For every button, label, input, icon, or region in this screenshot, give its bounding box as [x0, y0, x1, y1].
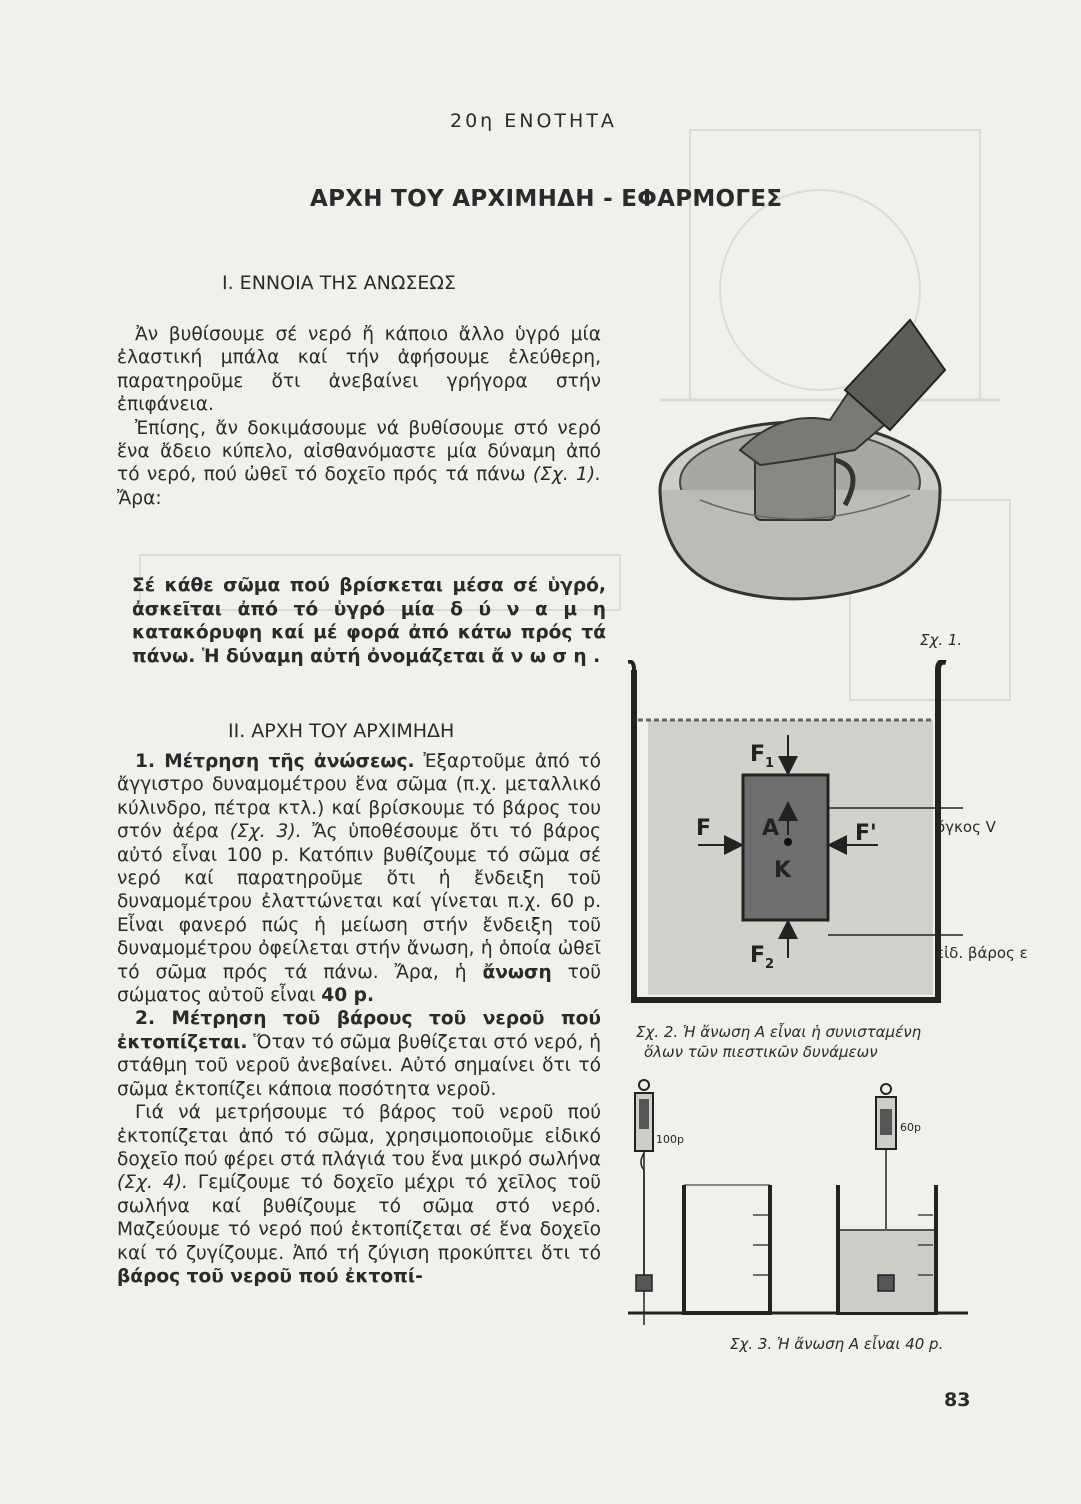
figure-reference: (Σχ. 3). — [229, 821, 302, 843]
page-title: ΑΡΧΗ ΤΟΥ ΑΡΧΙΜΗΔΗ - ΕΦΑΡΜΟΓΕΣ — [310, 186, 783, 212]
buoyancy-definition: Σέ κάθε σῶμα πού βρίσκεται μέσα σέ ὑγρό, ἀσκεῖται ἀπό τό ὑγρό μία δ ύ ν α μ η κατακόρυφη καί μέ φορά ἀπό κάτω πρός τά πάνω. Ἡ δύναμη αὐτή ὀνομάζεται ἄ ν ω σ η . — [132, 575, 606, 667]
section1-text — [117, 323, 601, 510]
subsection-title: 2. Μέτρηση τοῦ βάρους τοῦ νεροῦ πού ἐκτοπίζεται. — [117, 1008, 601, 1053]
force-f2-label: $F_2$ — [750, 943, 775, 972]
force-right-label: F' — [855, 821, 877, 846]
balance-reading-air: 100p — [656, 1133, 684, 1146]
figure-reference: (Σχ. 1). — [532, 464, 601, 486]
bold-value: 40 p. — [321, 985, 375, 1007]
bold-term: ἄνωση — [482, 961, 552, 983]
figure-2-pressure-forces — [628, 660, 963, 1005]
figure-1-caption: Σχ. 1. — [920, 631, 963, 649]
text-run: Ἄς ὑποθέσουμε ὅτι τό βάρος αὐτό εἶναι 100 p. Κατόπιν βυθίζουμε τό σῶμα σέ νερό καί παρατηροῦμε ὅτι ἡ ἔνδειξη τοῦ δυναμομέτρου ἐλαττώνεται καί γίνεται π.χ. 60 p. Εἶναι φανερό πώς ἡ μείωση στήν ἔνδειξη τοῦ δυναμομέτρου ὀφείλεται στήν ἄνωση, ἡ ὁποία ὠθεῖ τό σῶμα πρός τά πάνω. Ἄρα, ἡ — [117, 821, 601, 983]
section-heading-buoyancy: Ι. ΕΝΝΟΙΑ ΤΗΣ ΑΝΩΣΕΩΣ — [222, 272, 456, 294]
figure-1-cup-in-basin — [640, 300, 970, 640]
figure-3-spring-balances — [628, 1075, 978, 1325]
paragraph: Ἀν βυθίσουμε σέ νερό ἤ κάποιο ἄλλο ὑγρό μία ἐλαστική μπάλα καί τήν ἀφήσουμε ἐλεύθερη, παρατηροῦμε ὅτι ἀνεβαίνει γρήγορα στήν ἐπιφάνεια. — [117, 324, 601, 416]
bold-term: βάρος τοῦ νεροῦ πού ἐκτοπί- — [117, 1265, 423, 1287]
section2-text — [117, 750, 601, 1288]
subsection-title: 1. Μέτρηση τῆς ἀνώσεως. — [135, 751, 415, 772]
section-heading-archimedes: ΙΙ. ΑΡΧΗ ΤΟΥ ΑΡΧΙΜΗΔΗ — [228, 720, 455, 742]
balance-reading-water: 60p — [900, 1121, 921, 1134]
paragraph — [117, 1101, 601, 1288]
volume-label: ὄγκος V — [936, 818, 996, 836]
text-run: Γιά νά μετρήσουμε τό βάρος τοῦ νεροῦ πού ἐκτοπίζεται ἀπό τό σῶμα, χρησιμοποιοῦμε εἰδικό δοχεῖο πού φέρει στά πλάγιά του ἕνα μικρό σωλήνα — [117, 1102, 601, 1170]
text-run: Γεμίζουμε τό δοχεῖο μέχρι τό χεῖλος τοῦ σωλήνα καί βυθίζουμε τό σῶμα στό νερό. Μαζεύουμε τό νερό πού ἐκτοπίζεται σέ ἕνα δοχεῖο καί τό ζυγίζουμε. Ἀπό τή ζύγιση προκύπτει ὅτι τό — [117, 1172, 601, 1264]
caption-line: Σχ. 2. Ἡ ἄνωση A εἶναι ἡ συνισταμένη — [636, 1023, 922, 1041]
figure-reference: (Σχ. 4). — [117, 1172, 188, 1194]
paragraph — [117, 1007, 601, 1101]
unit-label: 20η ΕΝΟΤΗΤΑ — [450, 110, 617, 132]
text-run: Ἐξαρτοῦμε ἀπό τό ἄγγιστρο δυναμομέτρου ἕνα σῶμα (π.χ. μεταλλικό κύλινδρο, πέτρα κτλ.) καί βρίσκουμε τό βάρος του στόν ἀέρα — [117, 751, 601, 843]
center-k-label: K — [774, 858, 792, 883]
paragraph — [117, 417, 601, 511]
caption-line: ὅλων τῶν πιεστικῶν δυνάμεων — [644, 1043, 878, 1061]
force-f1-label: $F_1$ — [750, 742, 775, 771]
figure-3-caption: Σχ. 3. Ἡ ἄνωση A εἶναι 40 p. — [730, 1335, 944, 1353]
text-run: Ὅταν τό σῶμα βυθίζεται στό νερό, ἡ στάθμη τοῦ νεροῦ ἀνεβαίνει. Αὐτό σημαίνει ὅτι τό σῶμα ἐκτοπίζει κάποια ποσότητα νεροῦ. — [117, 1031, 601, 1100]
text-run: τοῦ σώματος αὐτοῦ εἶναι — [117, 961, 601, 1007]
force-left-label: F — [696, 816, 712, 841]
figure-2-caption — [636, 1022, 921, 1062]
buoyancy-a-label: A — [762, 816, 780, 841]
text-run: Ἄρα: — [117, 487, 162, 509]
text-run: Ἐπίσης, ἄν δοκιμάσουμε νά βυθίσουμε στό νερό ἕνα ἄδειο κύπελο, αἰσθανόμαστε μία δύναμη ἀπό τό νερό, πού ὠθεῖ τό δοχεῖο πρός τά πάνω — [117, 417, 601, 486]
paragraph — [117, 750, 601, 1007]
page-number: 83 — [944, 1389, 971, 1411]
specific-weight-label: εἰδ. βάρος ε — [936, 944, 1028, 962]
